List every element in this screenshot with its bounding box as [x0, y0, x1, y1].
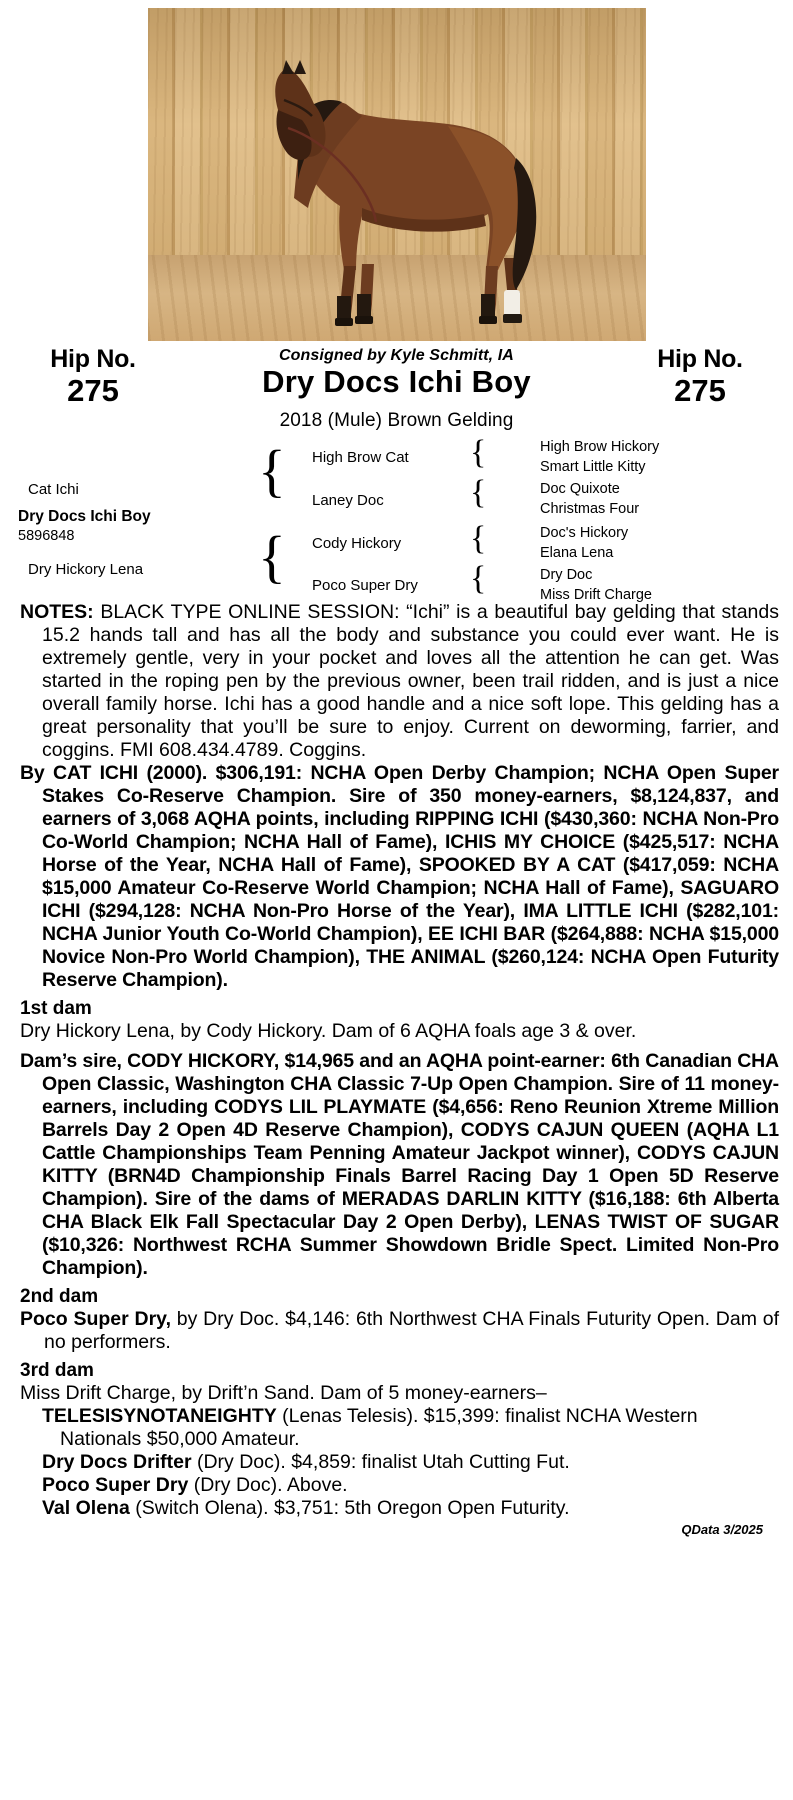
pedigree-dam-dam: Poco Super Dry: [312, 577, 418, 594]
pedigree-sire-sire-sire: High Brow Hickory: [540, 439, 660, 455]
third-dam-heading: 3rd dam: [20, 1360, 94, 1381]
progeny-name: Poco Super Dry: [42, 1474, 189, 1496]
pedigree-dam-sire-dam: Elana Lena: [540, 545, 614, 561]
horse-photo: [148, 8, 646, 341]
pedigree-dam-sire: Cody Hickory: [312, 535, 402, 552]
consignor-line: Consigned by Kyle Schmitt, IA: [279, 347, 514, 364]
progeny-item: [20, 1497, 779, 1520]
brace-dam-sire: {: [470, 520, 487, 557]
progeny-detail: (Dry Doc). $4,859: finalist Utah Cutting Fut.: [191, 1451, 570, 1473]
notes-paragraph: [20, 601, 779, 762]
horse-description: 2018 (Mule) Brown Gelding: [279, 410, 514, 431]
second-dam-detail: by Dry Doc. $4,146: 6th Northwest CHA Finals Futurity Open. Dam of no performers.: [44, 1308, 779, 1353]
hip-label-left: Hip No.: [50, 345, 136, 373]
first-dam-text: Dry Hickory Lena, by Cody Hickory. Dam of 6 AQHA foals age 3 & over.: [20, 1020, 637, 1042]
horse-figure: [148, 8, 646, 341]
hip-number-right: [615, 347, 785, 406]
pedigree-chart: [0, 436, 793, 601]
hip-value-right: 275: [674, 372, 726, 408]
second-dam-heading: 2nd dam: [20, 1286, 99, 1307]
second-dam-name: Poco Super Dry,: [20, 1308, 171, 1330]
third-dam-text: Miss Drift Charge, by Drift’n Sand. Dam of 5 money-earners–: [20, 1382, 547, 1404]
progeny-detail: (Switch Olena). $3,751: 5th Oregon Open Futurity.: [129, 1497, 570, 1519]
progeny-item: [20, 1474, 779, 1497]
header-center: [175, 347, 618, 399]
horse-photo-container: [0, 0, 793, 341]
sire-paragraph: By CAT ICHI (2000). $306,191: NCHA Open Derby Champion; NCHA Open Super Stakes Co-Reserve Champion. Sire of 350 money-earners, $8,124,837, and earners of 3,068 AQHA points, including RIPPING ICHI ($430,360: NCHA Non-Pro Co-World Champion; NCHA Hall of Fame), ICHIS MY CHOICE ($425,517: NCHA Horse of the Year, NCHA Hall of Fame), SPOOKED BY A CAT ($417,059: NCHA $15,000 Amateur Co-Reserve World Champion; NCHA Hall of Fame), SAGUARO ICHI ($294,128: NCHA Non-Pro Horse of the Year), IMA LITTLE ICHI ($282,101: NCHA Junior Youth Co-World Champion), EE ICHI BAR ($264,888: NCHA $15,000 Novice Non-Pro World Champion), THE ANIMAL ($260,124: NCHA Open Futurity Reserve Champion).: [20, 762, 779, 991]
pedigree-sire-dam-dam: Christmas Four: [540, 501, 640, 517]
progeny-item: [20, 1451, 779, 1474]
catalog-body: [0, 601, 793, 1543]
brace-sire: {: [258, 438, 286, 503]
notes-text: BLACK TYPE ONLINE SESSION: “Ichi” is a beautiful bay gelding that stands 15.2 hands tall and has all the body and substance you could ever want. He is extremely gentle, very in your pocket and loves all the attention he can get. Was started in the roping pen by the previous owner, been trail ridden, and is just a nice overall family horse. Ichi has a good handle and a nice soft lope. This gelding has a great personality that you’ll be sure to enjoy. Current on deworming, farrier, and coggins. FMI 608.434.4789. Coggins.: [42, 601, 779, 761]
pedigree-sire: Cat Ichi: [28, 481, 79, 498]
notes-label: NOTES:: [20, 601, 94, 623]
second-dam-text: [20, 1308, 779, 1354]
pedigree-registration: 5896848: [18, 528, 75, 544]
pedigree-self-name: Dry Docs Ichi Boy: [18, 508, 151, 525]
progeny-name: Val Olena: [42, 1497, 130, 1519]
hip-value-left: 275: [67, 372, 119, 408]
page-footer-credit: QData 3/2025: [681, 1522, 763, 1537]
pedigree-dam-sire-sire: Doc's Hickory: [540, 525, 629, 541]
progeny-name: Dry Docs Drifter: [42, 1451, 192, 1473]
brace-dam: {: [258, 524, 286, 589]
pedigree-sire-dam-sire: Doc Quixote: [540, 481, 620, 497]
first-dam-heading: 1st dam: [20, 998, 92, 1019]
catalog-header: [0, 347, 793, 409]
brace-dam-dam: {: [470, 560, 487, 597]
pedigree-dam-dam-sire: Dry Doc: [540, 567, 593, 583]
page-title: Dry Docs Ichi Boy: [262, 364, 531, 399]
pedigree-dam-dam-dam: Miss Drift Charge: [540, 587, 652, 603]
progeny-detail: (Dry Doc). Above.: [188, 1474, 348, 1496]
progeny-name: TELESISYNOTANEIGHTY: [42, 1405, 277, 1427]
hip-label-right: Hip No.: [657, 345, 743, 373]
progeny-detail: (Lenas Telesis). $15,399: finalist NCHA Western Nationals $50,000 Amateur.: [60, 1405, 698, 1450]
pedigree-sire-sire: High Brow Cat: [312, 449, 409, 466]
pedigree-dam: Dry Hickory Lena: [28, 561, 144, 578]
progeny-item: [20, 1405, 779, 1451]
pedigree-sire-dam: Laney Doc: [312, 492, 384, 509]
hip-number-left: [8, 347, 178, 406]
dam-sire-paragraph: Dam’s sire, CODY HICKORY, $14,965 and an AQHA point-earner: 6th Canadian CHA Open Classic, Washington CHA Classic 7-Up Open Champion. Sire of 11 money-earners, including CODYS LIL PLAYMATE ($4,656: Reno Reunion Xtreme Million Barrels Day 2 Open 4D Reserve Champion), CODYS CAJUN QUEEN (AQHA L1 Cattle Championships Team Penning Amateur Jackpot winner), CODYS CAJUN KITTY (BRN4D Championship Finals Barrel Racing Day 1 Open 5D Reserve Champion). Sire of the dams of MERADAS DARLIN KITTY ($16,188: 6th Alberta CHA Black Elk Fall Spectacular Day 2 Open Derby), LENAS TWIST OF SUGAR ($10,326: Northwest RCHA Summer Showdown Bridle Spect. Limited Non-Pro Champion).: [20, 1050, 779, 1279]
pedigree-sire-sire-dam: Smart Little Kitty: [540, 459, 646, 475]
brace-sire-dam: {: [470, 474, 487, 511]
brace-sire-sire: {: [470, 434, 487, 471]
